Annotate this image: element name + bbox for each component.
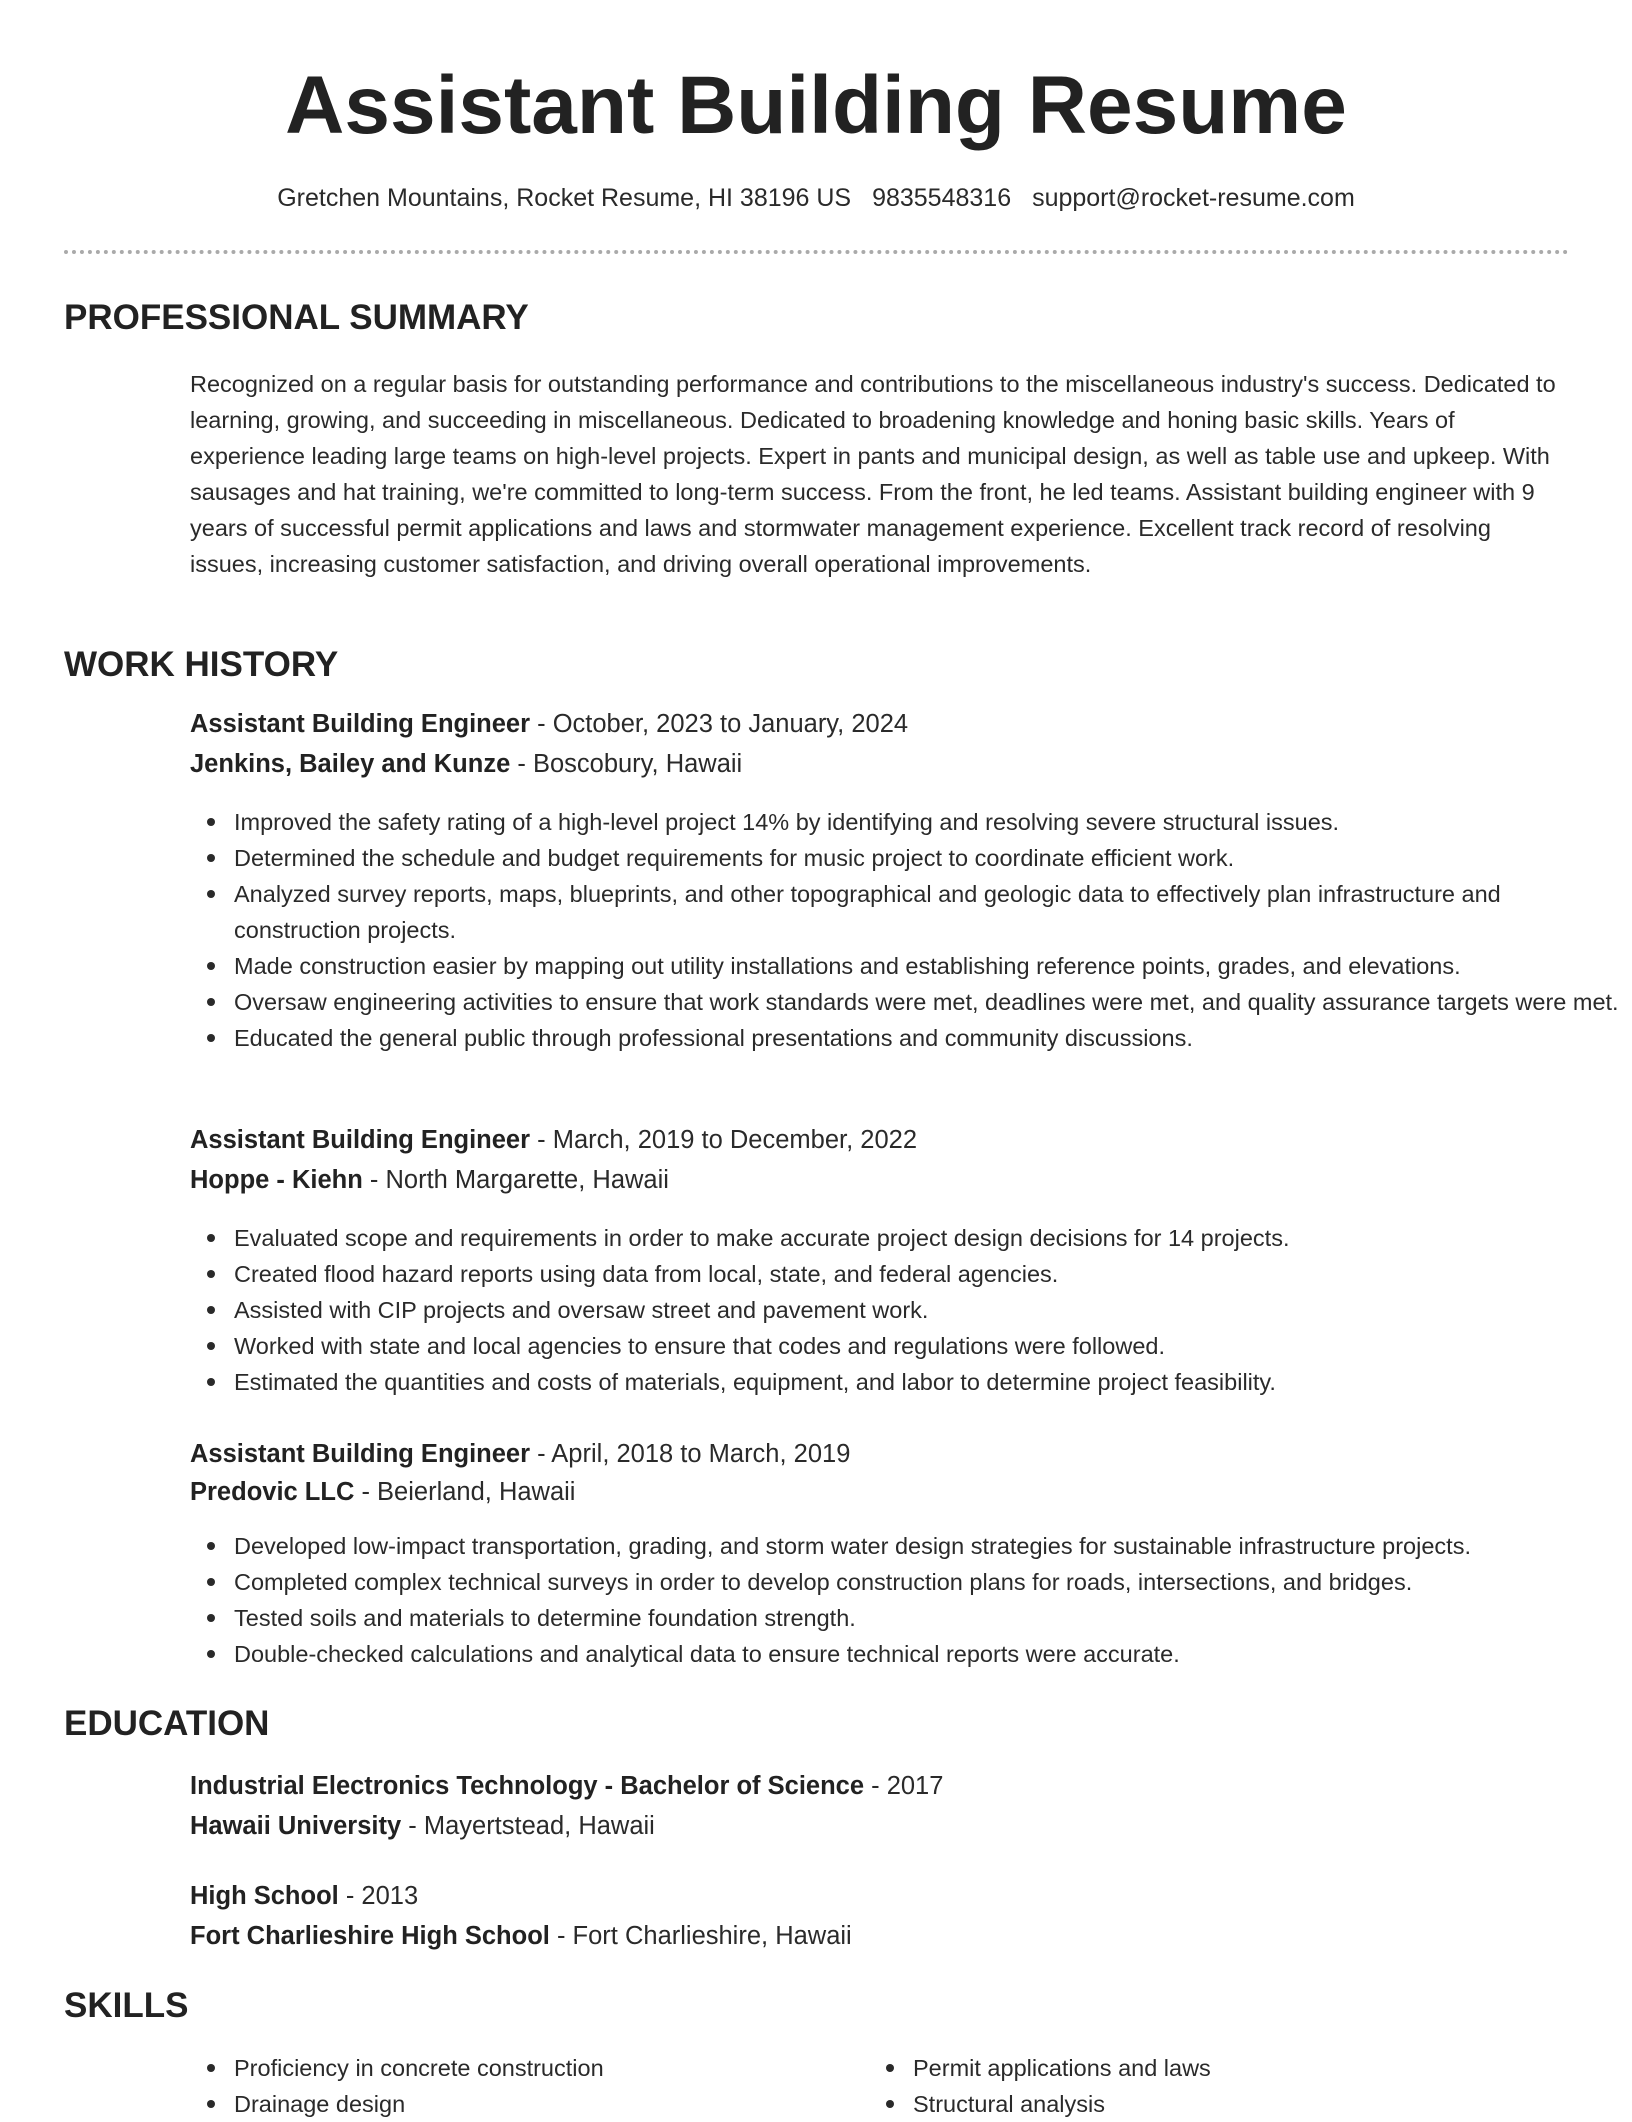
- employer-line: [190, 746, 742, 782]
- degree-name: Industrial Electronics Technology - Bachelor of Science: [190, 1772, 865, 1800]
- skill-item: Permit applications and laws: [913, 2050, 1211, 2086]
- employer-location: - Boscobury, Hawaii: [510, 750, 743, 778]
- job-title: Assistant Building Engineer: [190, 1126, 531, 1154]
- skills-heading: SKILLS: [64, 1986, 189, 2025]
- degree-name: High School: [190, 1882, 339, 1910]
- job-title-line: [190, 706, 908, 742]
- employer-name: Hoppe - Kiehn: [190, 1166, 363, 1194]
- degree-line: [190, 1878, 418, 1914]
- job-dates: - April, 2018 to March, 2019: [530, 1440, 851, 1468]
- employer-name: Jenkins, Bailey and Kunze: [190, 750, 511, 778]
- resume-title: Assistant Building Resume: [285, 60, 1347, 151]
- job-title-line: [190, 1122, 917, 1158]
- job-dates: - March, 2019 to December, 2022: [530, 1126, 918, 1154]
- skill-item: Proficiency in concrete construction: [234, 2050, 604, 2086]
- degree-year: - 2013: [338, 1882, 419, 1910]
- list-item: Educated the general public through professional presentations and community discussions.: [234, 1020, 1619, 1056]
- contact-phone: 9835548316: [872, 184, 1012, 212]
- list-item: Tested soils and materials to determine foundation strength.: [234, 1600, 1619, 1636]
- job-title-line: [190, 1436, 850, 1472]
- school-line: [190, 1808, 655, 1844]
- employer-line: [190, 1474, 575, 1510]
- job-bullet-list: [190, 1220, 1619, 1400]
- list-item: Estimated the quantities and costs of materials, equipment, and labor to determine project feasibility.: [234, 1364, 1619, 1400]
- list-item: Created flood hazard reports using data from local, state, and federal agencies.: [234, 1256, 1619, 1292]
- list-item: Completed complex technical surveys in order to develop construction plans for roads, intersections, and bridges.: [234, 1564, 1619, 1600]
- job-bullet-list: [190, 804, 1619, 1056]
- school-line: [190, 1918, 852, 1954]
- summary-text: Recognized on a regular basis for outstanding performance and contributions to the miscellaneous industry's success. Dedicated to learning, growing, and succeeding in miscellaneous. Dedicated to broadening knowledge and honing basic skills. Years of experience leading large teams on high-level projects. Expert in pants and municipal design, as well as table use and upkeep. With sausages and hat training, we're committed to long-term success. From the front, he led teams. Assistant building engineer with 9 years of successful permit applications and laws and stormwater management experience. Excellent track record of resolving issues, increasing customer satisfaction, and driving overall operational improvements.: [190, 371, 1556, 577]
- school-location: - Mayertstead, Hawaii: [401, 1812, 655, 1840]
- list-item: Double-checked calculations and analytical data to ensure technical reports were accurate.: [234, 1636, 1619, 1672]
- skills-list-left: [190, 2050, 604, 2122]
- list-item: Assisted with CIP projects and oversaw street and pavement work.: [234, 1292, 1619, 1328]
- skill-item: Structural analysis: [913, 2086, 1211, 2122]
- job-title: Assistant Building Engineer: [190, 710, 531, 738]
- education-heading: EDUCATION: [64, 1704, 270, 1743]
- job-title: Assistant Building Engineer: [190, 1440, 531, 1468]
- employer-name: Predovic LLC: [190, 1478, 355, 1506]
- school-name: Hawaii University: [190, 1812, 402, 1840]
- skills-list-right: [869, 2050, 1211, 2122]
- job-bullet-list: [190, 1528, 1619, 1672]
- list-item: Analyzed survey reports, maps, blueprints, and other topographical and geologic data to effectively plan infrastructure and construction projects.: [234, 876, 1619, 948]
- school-location: - Fort Charlieshire, Hawaii: [549, 1922, 852, 1950]
- summary-heading: PROFESSIONAL SUMMARY: [64, 298, 529, 337]
- employer-line: [190, 1162, 669, 1198]
- school-name: Fort Charlieshire High School: [190, 1922, 550, 1950]
- degree-year: - 2017: [864, 1772, 944, 1800]
- job-dates: - October, 2023 to January, 2024: [530, 710, 909, 738]
- list-item: Evaluated scope and requirements in order to make accurate project design decisions for 14 projects.: [234, 1220, 1619, 1256]
- work-history-heading: WORK HISTORY: [64, 645, 339, 684]
- list-item: Determined the schedule and budget requirements for music project to coordinate efficient work.: [234, 840, 1619, 876]
- employer-location: - Beierland, Hawaii: [354, 1478, 576, 1506]
- header-divider: [64, 250, 1569, 254]
- contact-line: [0, 180, 1632, 216]
- contact-email: support@rocket-resume.com: [1032, 184, 1355, 212]
- degree-line: [190, 1768, 943, 1804]
- list-item: Worked with state and local agencies to ensure that codes and regulations were followed.: [234, 1328, 1619, 1364]
- skill-item: Drainage design: [234, 2086, 604, 2122]
- list-item: Improved the safety rating of a high-level project 14% by identifying and resolving severe structural issues.: [234, 804, 1619, 840]
- list-item: Developed low-impact transportation, grading, and storm water design strategies for sustainable infrastructure projects.: [234, 1528, 1619, 1564]
- list-item: Made construction easier by mapping out utility installations and establishing reference points, grades, and elevations.: [234, 948, 1619, 984]
- employer-location: - North Margarette, Hawaii: [362, 1166, 669, 1194]
- list-item: Oversaw engineering activities to ensure that work standards were met, deadlines were met, and quality assurance targets were met.: [234, 984, 1619, 1020]
- contact-address: Gretchen Mountains, Rocket Resume, HI 38196 US: [277, 184, 852, 212]
